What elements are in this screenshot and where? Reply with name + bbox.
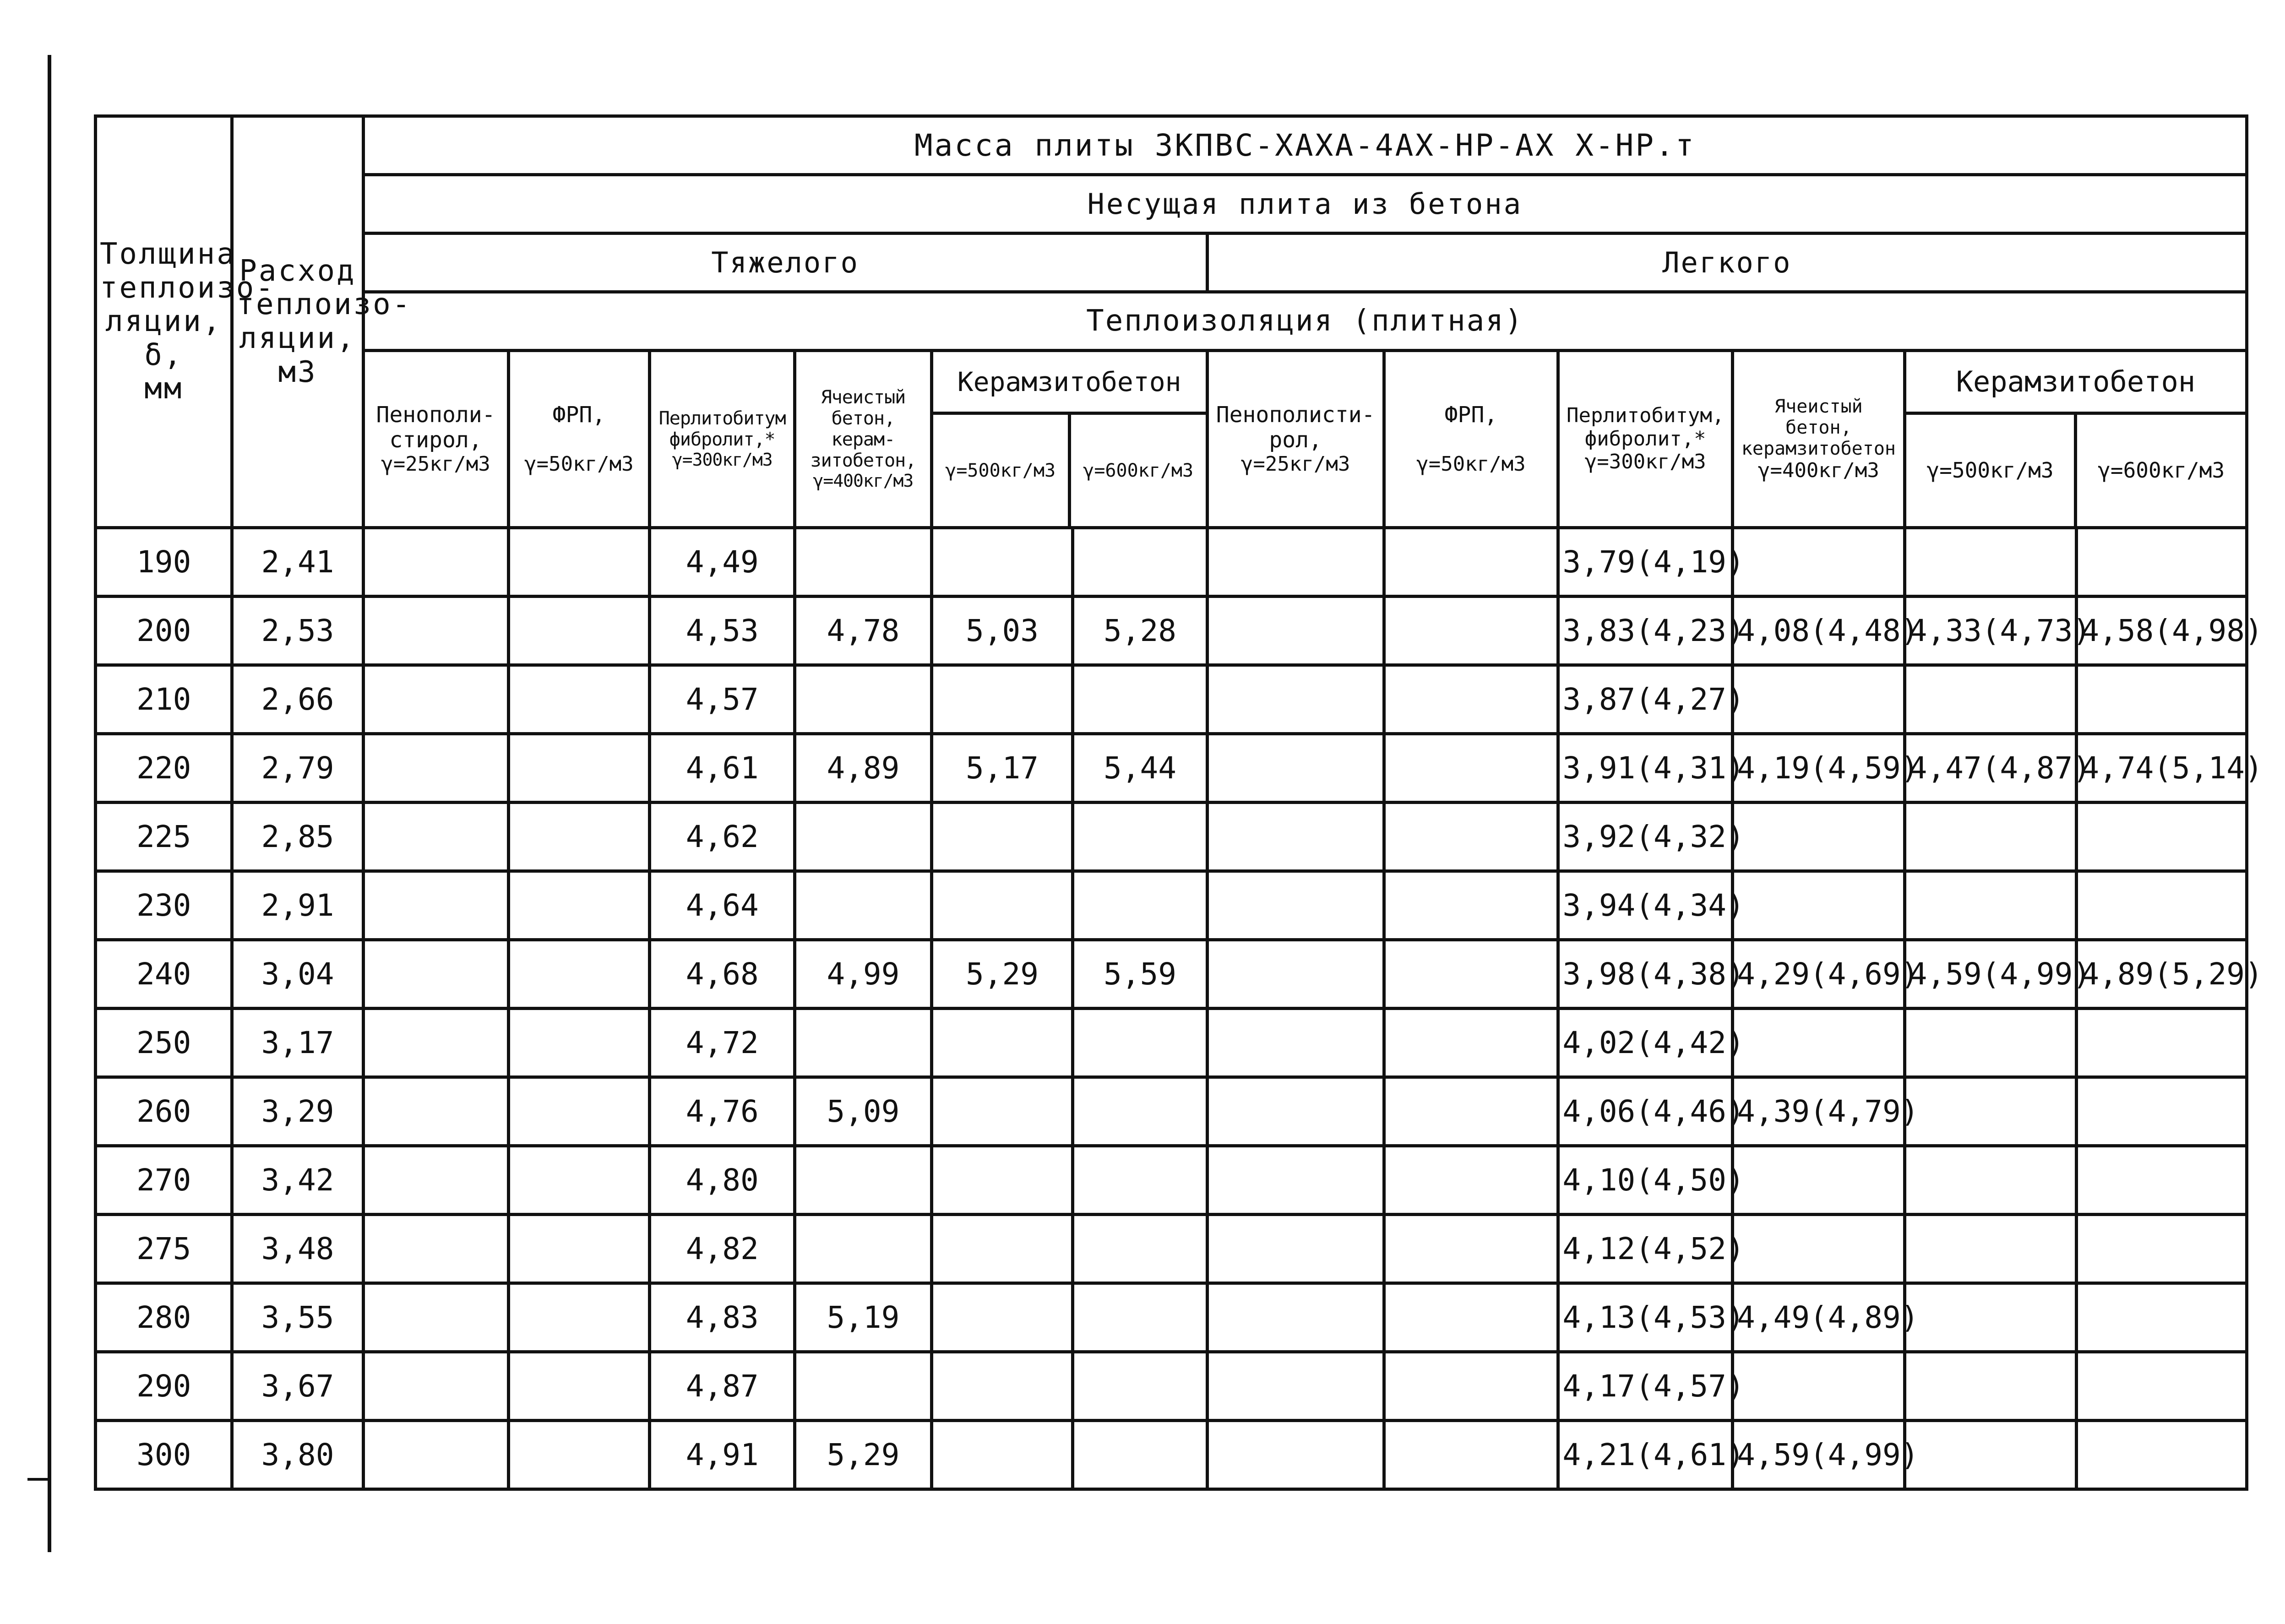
cell-light-pps [1207,665,1384,734]
margin-tick [27,1478,50,1481]
table-body [96,528,2263,1489]
cell-light-frp [1384,803,1558,871]
cell-consumption: 3,67 [232,1352,363,1421]
heavy-perlite-header [650,351,795,528]
cell-heavy-k600 [1073,1352,1207,1421]
cell-light-frp [1384,1352,1558,1421]
cell-heavy-pps [363,1215,508,1283]
cell-heavy-k600: 5,59 [1073,940,1207,1009]
cell-light-pps [1207,1283,1384,1352]
cell-heavy-frp [508,1421,650,1489]
heavy-keramzit-title: Керамзитобетон [933,352,1206,415]
cell-light-cell: 4,49(4,89) [1733,1283,1905,1352]
light-cell-name-2: керамзитобетон [1741,438,1896,459]
cell-light-k600 [2077,1077,2247,1146]
cell-heavy-pps [363,665,508,734]
cell-light-k500 [1904,1215,2077,1283]
light-cellular-header [1733,351,1905,528]
cell-heavy-cell: 4,99 [795,940,931,1009]
cell-light-frp [1384,1009,1558,1077]
light-penopolystyrene-header [1207,351,1384,528]
cell-light-k500 [1904,528,2077,597]
cell-heavy-perlite: 4,68 [650,940,795,1009]
cell-consumption: 2,41 [232,528,363,597]
heavy-keramzit-header [931,351,1207,528]
cell-consumption: 2,79 [232,734,363,803]
heavy-keramzit-600-density: γ=600кг/м3 [1083,460,1194,481]
cell-thickness: 280 [96,1283,232,1352]
cell-light-cell [1733,528,1905,597]
cell-heavy-pps [363,1283,508,1352]
cell-light-cell [1733,1009,1905,1077]
cell-light-pps [1207,940,1384,1009]
cell-heavy-perlite: 4,49 [650,528,795,597]
cell-light-k600: 4,89(5,29) [2077,940,2247,1009]
cell-light-frp [1384,1215,1558,1283]
cell-light-k600 [2077,1421,2247,1489]
cell-light-k500 [1904,871,2077,940]
cell-heavy-perlite: 4,62 [650,803,795,871]
cell-light-pps [1207,1146,1384,1215]
mass-table-sheet [94,114,2263,1477]
cell-heavy-frp [508,1146,650,1215]
cell-heavy-k600: 5,28 [1073,597,1207,665]
cell-heavy-frp [508,1352,650,1421]
cell-heavy-k500 [931,1146,1073,1215]
cell-heavy-perlite: 4,83 [650,1283,795,1352]
cell-light-perlite: 3,83(4,23) [1558,597,1733,665]
cell-heavy-perlite: 4,91 [650,1421,795,1489]
cell-light-k500: 4,47(4,87) [1904,734,2077,803]
cell-heavy-k600 [1073,1077,1207,1146]
cell-light-k500 [1904,803,2077,871]
cell-light-k600 [2077,528,2247,597]
cell-heavy-k600 [1073,665,1207,734]
cell-light-frp [1384,734,1558,803]
cell-light-frp [1384,597,1558,665]
cell-heavy-perlite: 4,53 [650,597,795,665]
cell-light-perlite: 3,87(4,27) [1558,665,1733,734]
cell-light-frp [1384,871,1558,940]
heavy-concrete-header: Тяжелого [363,234,1207,292]
light-cell-name-1: Ячеистый бетон, [1774,396,1863,438]
cell-light-cell: 4,39(4,79) [1733,1077,1905,1146]
table-title: Масса плиты 3КПВС-ХАХА-4АХ-НР-АХ Х-НР.т [363,116,2247,175]
cell-thickness: 290 [96,1352,232,1421]
cell-light-frp [1384,1146,1558,1215]
cell-light-perlite: 3,79(4,19) [1558,528,1733,597]
cell-heavy-k500 [931,803,1073,871]
cell-heavy-pps [363,734,508,803]
cell-thickness: 270 [96,1146,232,1215]
cell-light-k500 [1904,1352,2077,1421]
heavy-pps-name-2: стирол, [389,427,482,453]
cell-heavy-perlite: 4,76 [650,1077,795,1146]
cell-light-k600 [2077,803,2247,871]
light-keramzit-500-density: γ=500кг/м3 [1906,415,2078,526]
cell-heavy-cell: 5,29 [795,1421,931,1489]
cell-light-perlite: 4,12(4,52) [1558,1215,1733,1283]
cell-heavy-perlite: 4,87 [650,1352,795,1421]
heavy-frp-density: γ=50кг/м3 [524,452,634,476]
cell-heavy-k500 [931,1077,1073,1146]
cell-consumption: 3,80 [232,1421,363,1489]
cell-light-k600: 4,58(4,98) [2077,597,2247,665]
cell-thickness: 190 [96,528,232,597]
cell-thickness: 210 [96,665,232,734]
light-keramzit-600-density: γ=600кг/м3 [2098,458,2225,483]
cell-light-perlite: 3,98(4,38) [1558,940,1733,1009]
cell-heavy-k500 [931,1352,1073,1421]
cell-thickness: 260 [96,1077,232,1146]
cell-light-pps [1207,871,1384,940]
cell-light-pps [1207,1215,1384,1283]
light-keramzit-title: Керамзитобетон [1906,352,2245,415]
cell-heavy-k500 [931,1283,1073,1352]
thickness-header-line3: ляции, [105,304,223,339]
cell-consumption: 3,42 [232,1146,363,1215]
cell-light-perlite: 4,10(4,50) [1558,1146,1733,1215]
heavy-cell-name-3: зитобетон, [810,450,916,472]
cell-light-cell: 4,19(4,59) [1733,734,1905,803]
table-row [96,1146,2247,1215]
light-pps-density: γ=25кг/м3 [1240,452,1350,476]
cell-heavy-perlite: 4,61 [650,734,795,803]
cell-light-k600 [2077,665,2247,734]
heavy-cell-name-2: бетон, керам- [831,408,895,451]
cell-light-k500 [1904,1283,2077,1352]
cell-heavy-k500 [931,1215,1073,1283]
heavy-perlite-name-1: Перлитобитум [658,408,786,429]
cell-light-cell: 4,29(4,69) [1733,940,1905,1009]
cell-heavy-frp [508,528,650,597]
table-row [96,597,2247,665]
cell-thickness: 300 [96,1421,232,1489]
cell-light-k600 [2077,1215,2247,1283]
cell-thickness: 230 [96,871,232,940]
consumption-header-line2: теплоизо- [236,288,412,322]
cell-heavy-k500 [931,1421,1073,1489]
cell-heavy-k500 [931,1009,1073,1077]
cell-thickness: 275 [96,1215,232,1283]
cell-light-cell: 4,59(4,99) [1733,1421,1905,1489]
cell-heavy-k500 [931,528,1073,597]
cell-light-cell: 4,08(4,48) [1733,597,1905,665]
cell-consumption: 3,29 [232,1077,363,1146]
cell-light-cell [1733,803,1905,871]
cell-heavy-pps [363,528,508,597]
light-keramzit-header [1904,351,2247,528]
cell-light-k500 [1904,1146,2077,1215]
cell-heavy-pps [363,1146,508,1215]
cell-heavy-k500 [931,665,1073,734]
cell-heavy-cell: 5,09 [795,1077,931,1146]
light-perlite-header [1558,351,1733,528]
cell-consumption: 3,17 [232,1009,363,1077]
cell-thickness: 200 [96,597,232,665]
cell-heavy-k600 [1073,1009,1207,1077]
cell-light-pps [1207,1009,1384,1077]
cell-heavy-frp [508,940,650,1009]
cell-light-frp [1384,940,1558,1009]
table-row [96,1421,2247,1489]
cell-heavy-k500 [931,871,1073,940]
thickness-header [96,116,275,528]
cell-heavy-frp [508,1283,650,1352]
table-row [96,940,2247,1009]
heavy-frp-header [508,351,650,528]
cell-light-cell [1733,1352,1905,1421]
heavy-perlite-name-2: фибролит,* [669,429,775,451]
cell-light-k500: 4,33(4,73) [1904,597,2077,665]
table-row [96,803,2247,871]
cell-heavy-k600 [1073,871,1207,940]
cell-light-k500 [1904,1077,2077,1146]
heavy-frp-name: ФРП, [552,402,606,428]
cell-light-pps [1207,1421,1384,1489]
cell-consumption: 3,04 [232,940,363,1009]
cell-light-frp [1384,665,1558,734]
cell-heavy-cell [795,1146,931,1215]
cell-heavy-k600: 5,44 [1073,734,1207,803]
cell-heavy-frp [508,1009,650,1077]
cell-light-k600 [2077,1283,2247,1352]
cell-thickness: 220 [96,734,232,803]
cell-heavy-perlite: 4,72 [650,1009,795,1077]
cell-heavy-cell: 4,78 [795,597,931,665]
insulation-header: Теплоизоляция (плитная) [363,292,2247,351]
consumption-header-line4: м3 [278,355,317,389]
cell-consumption: 2,66 [232,665,363,734]
cell-light-pps [1207,803,1384,871]
light-cell-density: γ=400кг/м3 [1757,458,1879,482]
cell-heavy-k500: 5,29 [931,940,1073,1009]
consumption-header [232,116,412,528]
cell-heavy-pps [363,1009,508,1077]
mass-table [94,114,2263,1491]
cell-light-perlite: 4,06(4,46) [1558,1077,1733,1146]
cell-heavy-perlite: 4,82 [650,1215,795,1283]
heavy-cellular-header [795,351,931,528]
heavy-perlite-density: γ=300кг/м3 [672,450,773,470]
cell-heavy-frp [508,665,650,734]
heavy-penopolystyrene-header [363,351,508,528]
cell-heavy-k600 [1073,1283,1207,1352]
cell-light-frp [1384,1077,1558,1146]
cell-light-perlite: 3,92(4,32) [1558,803,1733,871]
cell-light-perlite: 4,02(4,42) [1558,1009,1733,1077]
cell-heavy-pps [363,871,508,940]
cell-light-cell [1733,665,1905,734]
cell-heavy-k600 [1073,1215,1207,1283]
cell-light-pps [1207,1077,1384,1146]
heavy-cell-name-1: Ячеистый [821,387,906,408]
light-frp-header [1384,351,1558,528]
cell-heavy-frp [508,1077,650,1146]
thickness-header-line1: Толщина [100,237,236,272]
cell-light-k600 [2077,1146,2247,1215]
cell-light-frp [1384,1283,1558,1352]
cell-heavy-k600 [1073,803,1207,871]
cell-light-k500 [1904,665,2077,734]
light-pps-name-1: Пенополисти- [1216,402,1375,428]
cell-heavy-cell: 5,19 [795,1283,931,1352]
cell-consumption: 2,91 [232,871,363,940]
cell-heavy-frp [508,597,650,665]
cell-heavy-cell [795,665,931,734]
table-row [96,1352,2247,1421]
cell-thickness: 250 [96,1009,232,1077]
table-row [96,734,2247,803]
table-row [96,1283,2247,1352]
thickness-header-line5: мм [144,372,184,406]
cell-heavy-k600 [1073,1421,1207,1489]
cell-heavy-cell [795,803,931,871]
cell-light-perlite: 4,13(4,53) [1558,1283,1733,1352]
cell-heavy-pps [363,940,508,1009]
cell-heavy-frp [508,1215,650,1283]
heavy-pps-density: γ=25кг/м3 [381,452,490,476]
cell-light-k500: 4,59(4,99) [1904,940,2077,1009]
cell-light-k600 [2077,1009,2247,1077]
cell-light-pps [1207,1352,1384,1421]
cell-heavy-k500: 5,03 [931,597,1073,665]
cell-light-k600 [2077,1352,2247,1421]
table-row [96,1077,2247,1146]
cell-heavy-cell [795,1009,931,1077]
cell-light-perlite: 4,21(4,61) [1558,1421,1733,1489]
light-perlite-name-2: фибролит,* [1584,427,1706,451]
cell-light-k500 [1904,1009,2077,1077]
left-margin-line [48,55,51,1552]
cell-consumption: 3,55 [232,1283,363,1352]
heavy-cell-density: γ=400кг/м3 [813,471,914,491]
light-perlite-density: γ=300кг/м3 [1584,450,1706,474]
cell-light-k500 [1904,1421,2077,1489]
table-row [96,528,2247,597]
cell-heavy-pps [363,803,508,871]
cell-heavy-pps [363,597,508,665]
table-row [96,1215,2247,1283]
cell-light-pps [1207,597,1384,665]
cell-heavy-k600 [1073,1146,1207,1215]
cell-consumption: 3,48 [232,1215,363,1283]
cell-heavy-pps [363,1352,508,1421]
cell-heavy-k600 [1073,528,1207,597]
cell-light-cell [1733,1146,1905,1215]
cell-consumption: 2,85 [232,803,363,871]
cell-consumption: 2,53 [232,597,363,665]
light-concrete-header: Легкого [1207,234,2247,292]
cell-light-k600: 4,74(5,14) [2077,734,2247,803]
light-pps-name-2: рол, [1269,427,1322,453]
table-row [96,1009,2247,1077]
cell-heavy-perlite: 4,80 [650,1146,795,1215]
light-frp-name: ФРП, [1444,402,1498,428]
cell-heavy-cell [795,528,931,597]
cell-heavy-frp [508,871,650,940]
cell-heavy-perlite: 4,57 [650,665,795,734]
cell-light-pps [1207,734,1384,803]
light-perlite-name-1: Перлитобитум, [1567,404,1725,428]
cell-heavy-perlite: 4,64 [650,871,795,940]
heavy-pps-name-1: Пенополи- [376,402,495,428]
cell-light-cell [1733,871,1905,940]
table-row [96,665,2247,734]
cell-thickness: 240 [96,940,232,1009]
cell-heavy-cell [795,1352,931,1421]
cell-light-k600 [2077,871,2247,940]
cell-light-frp [1384,528,1558,597]
cell-heavy-cell [795,871,931,940]
cell-light-pps [1207,528,1384,597]
consumption-header-line1: Расход [239,254,356,288]
cell-light-cell [1733,1215,1905,1283]
cell-heavy-pps [363,1077,508,1146]
cell-heavy-frp [508,803,650,871]
heavy-keramzit-500-density: γ=500кг/м3 [933,415,1071,526]
cell-light-perlite: 3,91(4,31) [1558,734,1733,803]
consumption-header-line3: ляции, [239,321,356,355]
cell-heavy-cell: 4,89 [795,734,931,803]
thickness-header-line2: теплоизо- [100,271,275,305]
cell-light-perlite: 4,17(4,57) [1558,1352,1733,1421]
carrier-plate-header: Несущая плита из бетона [363,175,2247,234]
cell-heavy-k500: 5,17 [931,734,1073,803]
table-row [96,871,2247,940]
cell-light-frp [1384,1421,1558,1489]
cell-heavy-frp [508,734,650,803]
cell-thickness: 225 [96,803,232,871]
cell-heavy-cell [795,1215,931,1283]
cell-light-perlite: 3,94(4,34) [1558,871,1733,940]
thickness-header-line4: δ, [144,338,184,372]
light-frp-density: γ=50кг/м3 [1416,452,1526,476]
cell-heavy-pps [363,1421,508,1489]
